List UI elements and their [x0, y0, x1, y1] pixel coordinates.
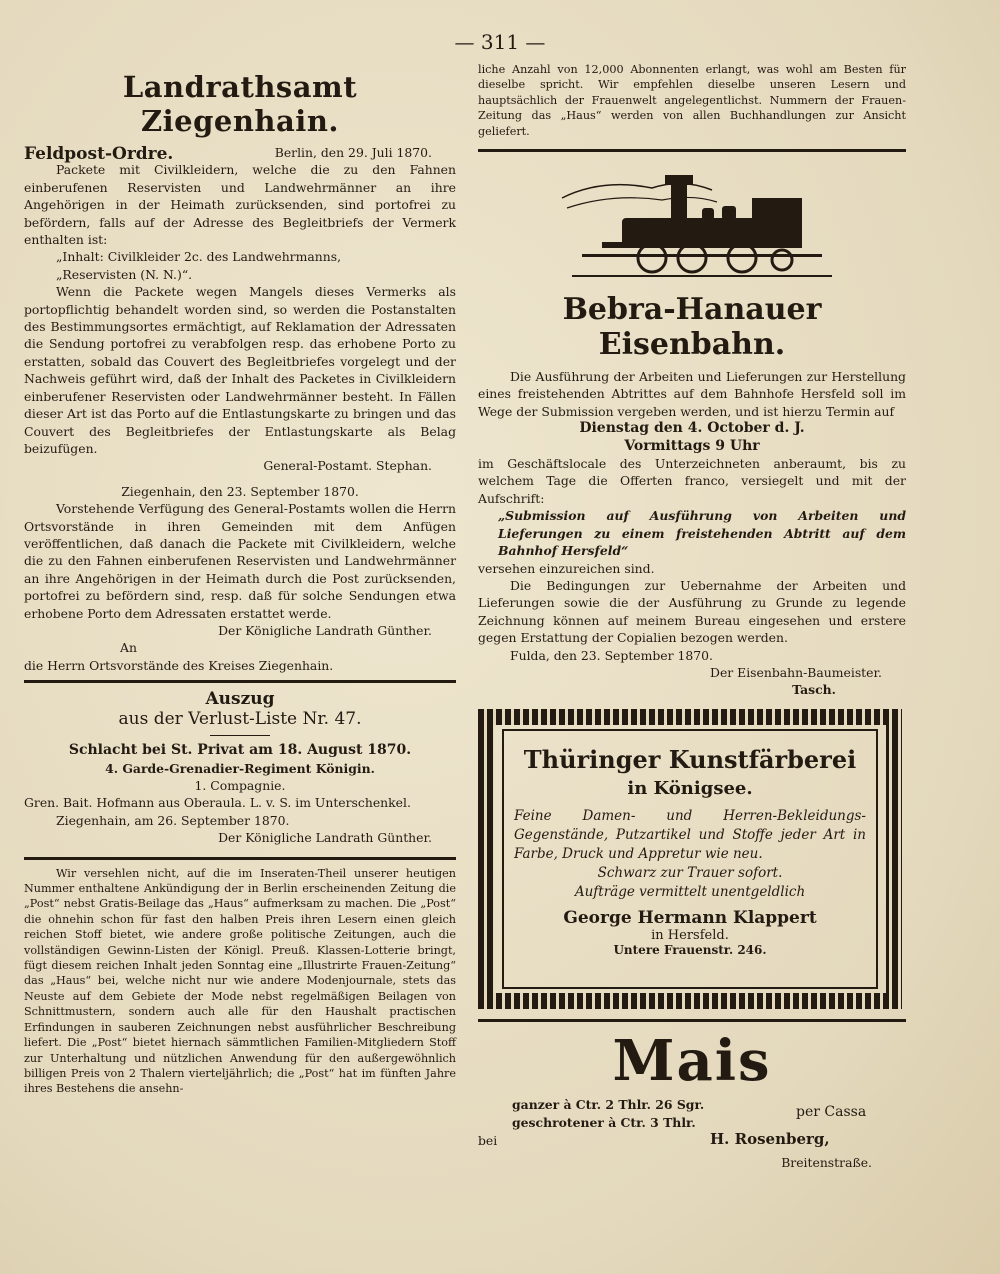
page-number: — 311 — [454, 30, 546, 54]
an-label: An [120, 640, 137, 656]
advert-text-1: Feine Damen- und Herren-Bekleidungs-Gegenstände, Putzartikel und Stoffe jeder Art in Farbe, Druck und Appretur wie neu. [514, 807, 866, 862]
section-divider-3 [478, 149, 906, 152]
auszug-heading: Auszug [205, 689, 275, 710]
feldpost-paragraph-2: Wenn die Packete wegen Mangels dieses Vermerks als portopflichtig behandelt worden sind, so werden die Postanstalten des Bestimmungsortes ermächtigt, auf Reklamation der Adressaten die Sendung portofrei zu verabfolgen resp. das erhobene Porto zu erstatten, sobald das Couvert des Begleitbriefes vorgelegt und der Nachweis geführt wird, daß der Inhalt des Packetes in Civilkleidern einberufener Reservisten oder Landwehrmänner besteht. In Fällen dieser Art ist das Porto auf die Entlastungskarte zu bringen und das Couvert des Begleitbriefes der Entlastungskarte als Belag beizufügen. [24, 284, 456, 456]
locomotive-icon [542, 158, 842, 288]
feldpost-quote-2: „Reservisten (N. N.)“. [56, 266, 193, 282]
kompanie-line: 1. Compagnie. [194, 778, 286, 793]
mais-price-whole: ganzer à Ctr. 2 Thlr. 26 Sgr. [512, 1096, 705, 1112]
mais-price-ground: geschrotener à Ctr. 3 Thlr. [512, 1114, 696, 1130]
berlin-date: Berlin, den 29. Juli 1870. [274, 145, 432, 160]
advert-inner-frame [502, 729, 878, 989]
mais-merchant-name: H. Rosenberg, [710, 1129, 830, 1148]
mais-title: Mais [612, 1027, 772, 1094]
right-column [478, 62, 906, 1171]
eisenbahn-place-date: Fulda, den 23. September 1870. [510, 647, 713, 663]
post-zeitung-notice: Wir versehlen nicht, auf die im Inseraten-Theil unserer heutigen Nummer enthaltene Ankündigung der in Berlin erscheinenden Zeitung die „Post“ nebst Gratis-Beilage das „Haus“ aufmerksam zu machen. Die „Post“ die ohnehin schon für fast den halben Preis ihren Lesern einen gleich reichen Stoff bietet, wie andere große politische Zeitungen, auch die vollständigen Gewinn-Listen der Königl. Preuß. Klassen-Lotterie bringt, fügt diesem reichen Inhalt jeden Sonntag eine „Illustrirte Frauen-Zeitung“ das „Haus“ bei, welche nicht nur wie andere Modenjournale, stets das Neuste auf dem Gebiete der Mode nebst regelmäßigen Beilagen von Schnittmustern, sondern auch alle für den Haushalt practischen Erfindungen in sauberen Zeichnungen nebst ausführlicher Beschreibung liefert. Die „Post“ bietet hiernach sämmtlichen Familien-Mitgliedern Stoff zur Unterhaltung und nützlichen Anwendung für den außergewöhnlich billigen Preis von 2 Thalern vierteljährlich; die „Post“ hat im fünften Jahre ihres Bestehens die ansehn- [24, 866, 456, 1096]
eisenbahn-termin-time: Vormittags 9 Uhr [624, 437, 760, 454]
verfuegung-paragraph: Vorstehende Verfügung des General-Postamts wollen die Herrn Ortsvorstände in ihren Gemeinden mit dem Anfügen veröffentlichen, daß danach die Packete mit Civilkleidern, welche die zu den Fahnen einberufenen Reservisten und Landwehrmänner an ihre Angehörigen in der Heimath durch die Post zurücksenden, portofrei zu befördern sind, resp. daß für solche Sendungen etwa erhobene Porto dem Adressaten erstattet werde. [24, 501, 456, 621]
auszug-subheading: aus der Verlust-Liste Nr. 47. [118, 709, 362, 730]
advert-text-2: Schwarz zur Trauer sofort. [597, 864, 783, 881]
grenadier-line: Gren. Bait. Hofmann aus Oberaula. L. v. S. im Unterschenkel. [24, 795, 411, 811]
section-divider-1 [24, 680, 456, 683]
advert-merchant-town: in Hersfeld. [651, 927, 729, 943]
landrath-signature-2: Der Königliche Landrath Günther. [218, 830, 432, 846]
eisenbahn-paragraph-3: versehen einzureichen sind. [478, 560, 655, 576]
section-divider-2 [24, 857, 456, 860]
eisenbahn-paragraph-2: im Geschäftslocale des Unterzeichneten anberaumt, bis zu welchem Tage die Offerten franco, versiegelt und mit der Aufschrift: [478, 456, 906, 506]
section-divider-4 [478, 1019, 906, 1022]
advert-merchant-name: George Hermann Klappert [563, 907, 817, 928]
post-zeitung-notice-continued: liche Anzahl von 12,000 Abonnenten erlangt, was wohl am Besten für dieselbe spricht. Wir empfehlen dieselbe unseren Lesern und hauptsächlich der Frauenwelt angelegentlichst. Nummern der Frauen-Zeitung das „Haus“ werden von allen Buchhandlungen zur Ansicht geliefert. [478, 63, 906, 138]
an-recipients: die Herrn Ortsvorstände des Kreises Ziegenhain. [24, 657, 334, 673]
eisenbahn-termin-day: Dienstag den 4. October d. J. [579, 420, 805, 437]
eisenbahn-signature-title: Der Eisenbahn-Baumeister. [710, 664, 882, 680]
ziegenhain-date-2: Ziegenhain, am 26. September 1870. [56, 812, 290, 828]
advert-subtitle: in Königsee. [627, 777, 753, 799]
mais-merchant-street: Breitenstraße. [781, 1154, 872, 1170]
advert-merchant-street: Untere Frauenstr. 246. [613, 942, 767, 957]
mais-per-cassa: per Cassa [796, 1103, 867, 1120]
eisenbahn-signature-name: Tasch. [792, 682, 836, 698]
kunstfaerberei-advert [478, 709, 902, 1009]
mais-prices [478, 1094, 906, 1154]
eisenbahn-title: Bebra-Hanauer Eisenbahn. [562, 292, 822, 363]
feldpost-quote-1: „Inhalt: Civilkleider 2c. des Landwehrmanns, [56, 249, 342, 265]
eisenbahn-paragraph-1: Die Ausführung der Arbeiten und Lieferungen zur Herstellung eines freistehenden Abtrittes auf dem Bahnhofe Hersfeld soll im Wege der Submission vergeben werden, und ist hierzu Termin auf [478, 369, 906, 419]
left-column [24, 62, 456, 1097]
short-divider [210, 735, 270, 736]
feldpost-paragraph-1: Packete mit Civilkleidern, welche die zu den Fahnen einberufenen Reservisten und Landwehrmänner an ihre Angehörigen in der Heimath zurücksenden, sind portofrei zu befördern, falls auf der Adresse des Begleitbriefs der Vermerk enthalten ist: [24, 162, 456, 248]
mais-bei: bei [478, 1132, 498, 1148]
advert-text-3: Aufträge vermittelt unentgeldlich [574, 883, 806, 900]
landrath-signature-1: Der Königliche Landrath Günther. [218, 622, 432, 638]
advert-title: Thüringer Kunstfärberei [523, 744, 857, 774]
landrathsamt-title: Landrathsamt Ziegenhain. [122, 70, 358, 138]
eisenbahn-paragraph-4: Die Bedingungen zur Uebernahme der Arbeiten und Lieferungen sowie die der Ausführung zu Grunde zu legende Zeichnung können auf meinem Bureau eingesehen und erstere gegen Erstattung der Copialien bezogen werden. [478, 577, 906, 646]
eisenbahn-aufschrift: „Submission auf Ausführung von Arbeiten und Lieferungen zu einem freistehenden Abtritt auf dem Bahnhof Hersfeld“ [498, 508, 906, 559]
schlacht-line: Schlacht bei St. Privat am 18. August 1870. [68, 742, 412, 759]
regiment-line: 4. Garde-Grenadier-Regiment Königin. [105, 760, 375, 776]
postamt-signature: General-Postamt. Stephan. [263, 458, 432, 474]
ziegenhain-date-1: Ziegenhain, den 23. September 1870. [121, 483, 359, 499]
feldpost-heading: Feldpost-Ordre. [24, 144, 174, 164]
